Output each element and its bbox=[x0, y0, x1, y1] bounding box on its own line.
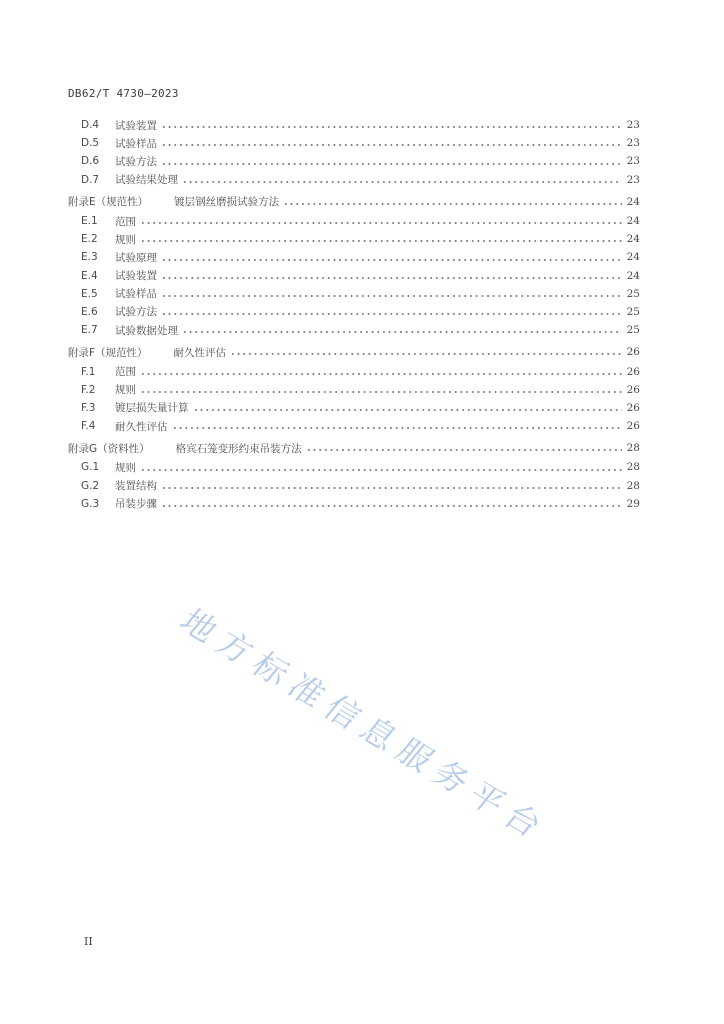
toc-entry-number: 附录F（规范性） bbox=[68, 346, 148, 359]
dot-leader bbox=[161, 156, 622, 166]
toc-entry-number: D.5 bbox=[81, 137, 100, 150]
dot-leader bbox=[161, 499, 622, 509]
toc-entry bbox=[68, 477, 640, 495]
toc-entry-title: 范围 bbox=[115, 366, 136, 379]
toc-entry-title: 格宾石笼变形约束吊装方法 bbox=[175, 442, 302, 455]
toc-entry-page: 26 bbox=[626, 420, 640, 433]
toc-entry-number: F.2 bbox=[81, 383, 96, 396]
toc-entry bbox=[68, 248, 640, 266]
dot-leader bbox=[161, 481, 622, 491]
dot-leader bbox=[172, 421, 623, 431]
toc-entry bbox=[68, 267, 640, 285]
toc-entry-title: 规则 bbox=[115, 233, 136, 246]
dot-leader bbox=[283, 197, 622, 207]
toc-entry-title: 试验装置 bbox=[115, 119, 157, 132]
dot-leader bbox=[140, 462, 622, 472]
toc-entry-page: 23 bbox=[626, 155, 640, 168]
dot-leader bbox=[161, 307, 622, 317]
dot-leader bbox=[161, 289, 622, 299]
toc-entry-number: G.1 bbox=[81, 461, 100, 474]
toc-entry-page: 28 bbox=[626, 442, 640, 455]
toc-entry-title: 镀层损失量计算 bbox=[115, 402, 189, 415]
toc-entry-number: E.1 bbox=[81, 215, 98, 228]
toc-entry bbox=[68, 212, 640, 230]
toc-entry-page: 26 bbox=[626, 401, 640, 414]
toc-entry-title: 试验方法 bbox=[115, 155, 157, 168]
toc-entry-title: 试验装置 bbox=[115, 270, 157, 283]
toc-entry-page: 23 bbox=[626, 137, 640, 150]
toc-annex-entry bbox=[68, 439, 640, 457]
standard-code-header: DB62/T 4730—2023 bbox=[68, 87, 179, 100]
dot-leader bbox=[182, 325, 622, 335]
toc-entry bbox=[68, 134, 640, 152]
page-number: II bbox=[84, 935, 93, 948]
toc-entry-page: 26 bbox=[626, 365, 640, 378]
dot-leader bbox=[161, 138, 622, 148]
toc-entry-title: 耐久性评估 bbox=[115, 420, 168, 433]
toc-entry-number: D.7 bbox=[81, 173, 100, 186]
toc-entry-page: 24 bbox=[626, 233, 640, 246]
dot-leader bbox=[140, 385, 622, 395]
dot-leader bbox=[161, 252, 622, 262]
dot-leader bbox=[193, 403, 623, 413]
toc-entry-title: 耐久性评估 bbox=[173, 346, 227, 359]
toc-entry-title: 范围 bbox=[115, 215, 136, 228]
toc-entry-number: E.5 bbox=[81, 287, 98, 300]
toc-entry-number: F.4 bbox=[81, 420, 96, 433]
toc-entry-title: 试验原理 bbox=[115, 251, 157, 264]
toc-entry-number: E.7 bbox=[81, 324, 98, 337]
toc-entry-title: 镀层钢丝磨损试验方法 bbox=[174, 196, 280, 209]
toc-entry-page: 24 bbox=[626, 195, 640, 208]
dot-leader bbox=[140, 234, 622, 244]
toc-annex-entry bbox=[68, 193, 640, 211]
toc-entry bbox=[68, 381, 640, 399]
toc-entry-number: E.4 bbox=[81, 269, 98, 282]
table-of-contents bbox=[68, 116, 640, 513]
dot-leader bbox=[140, 367, 622, 377]
toc-entry-page: 24 bbox=[626, 215, 640, 228]
dot-leader bbox=[140, 216, 622, 226]
toc-entry-title: 试验方法 bbox=[115, 306, 157, 319]
toc-entry-number: G.2 bbox=[81, 479, 100, 492]
toc-entry-number: 附录E（规范性） bbox=[68, 196, 149, 209]
toc-annex-entry bbox=[68, 343, 640, 361]
toc-entry-title: 吊装步骤 bbox=[115, 498, 157, 511]
toc-entry-page: 25 bbox=[626, 287, 640, 300]
toc-entry-number: 附录G（资料性） bbox=[68, 442, 150, 455]
toc-entry-number: E.2 bbox=[81, 233, 98, 246]
dot-leader bbox=[306, 443, 622, 453]
toc-entry-number: G.3 bbox=[81, 497, 100, 510]
toc-entry-title: 试验数据处理 bbox=[115, 324, 178, 337]
dot-leader bbox=[182, 175, 622, 185]
toc-entry bbox=[68, 285, 640, 303]
toc-entry-number: D.4 bbox=[81, 119, 100, 132]
toc-entry bbox=[68, 417, 640, 435]
toc-entry-number: D.6 bbox=[81, 155, 100, 168]
toc-entry-number: E.6 bbox=[81, 305, 98, 318]
toc-entry-page: 26 bbox=[626, 346, 640, 359]
toc-entry-page: 25 bbox=[626, 305, 640, 318]
toc-entry bbox=[68, 362, 640, 380]
toc-entry-page: 28 bbox=[626, 479, 640, 492]
toc-entry-page: 29 bbox=[626, 497, 640, 510]
toc-entry-title: 规则 bbox=[115, 461, 136, 474]
toc-entry-number: E.3 bbox=[81, 251, 98, 264]
toc-entry-page: 24 bbox=[626, 269, 640, 282]
toc-entry bbox=[68, 230, 640, 248]
toc-entry-page: 24 bbox=[626, 251, 640, 264]
toc-entry-number: F.3 bbox=[81, 401, 96, 414]
toc-entry-title: 试验结果处理 bbox=[115, 174, 178, 187]
toc-entry bbox=[68, 495, 640, 513]
dot-leader bbox=[230, 347, 622, 357]
toc-entry-title: 试验样品 bbox=[115, 137, 157, 150]
toc-entry bbox=[68, 171, 640, 189]
toc-entry bbox=[68, 116, 640, 134]
toc-entry bbox=[68, 152, 640, 170]
toc-entry-page: 23 bbox=[626, 119, 640, 132]
toc-entry-title: 规则 bbox=[115, 384, 136, 397]
toc-entry-number: F.1 bbox=[81, 365, 96, 378]
toc-entry bbox=[68, 303, 640, 321]
watermark-text: 地方标准信息服务平台 bbox=[172, 601, 558, 849]
dot-leader bbox=[161, 271, 622, 281]
toc-entry-page: 25 bbox=[626, 324, 640, 337]
toc-entry-page: 23 bbox=[626, 173, 640, 186]
toc-entry-page: 26 bbox=[626, 383, 640, 396]
toc-entry-page: 28 bbox=[626, 461, 640, 474]
toc-entry bbox=[68, 321, 640, 339]
toc-entry-title: 试验样品 bbox=[115, 288, 157, 301]
dot-leader bbox=[161, 120, 622, 130]
toc-entry-title: 装置结构 bbox=[115, 480, 157, 493]
toc-entry bbox=[68, 399, 640, 417]
toc-entry bbox=[68, 458, 640, 476]
